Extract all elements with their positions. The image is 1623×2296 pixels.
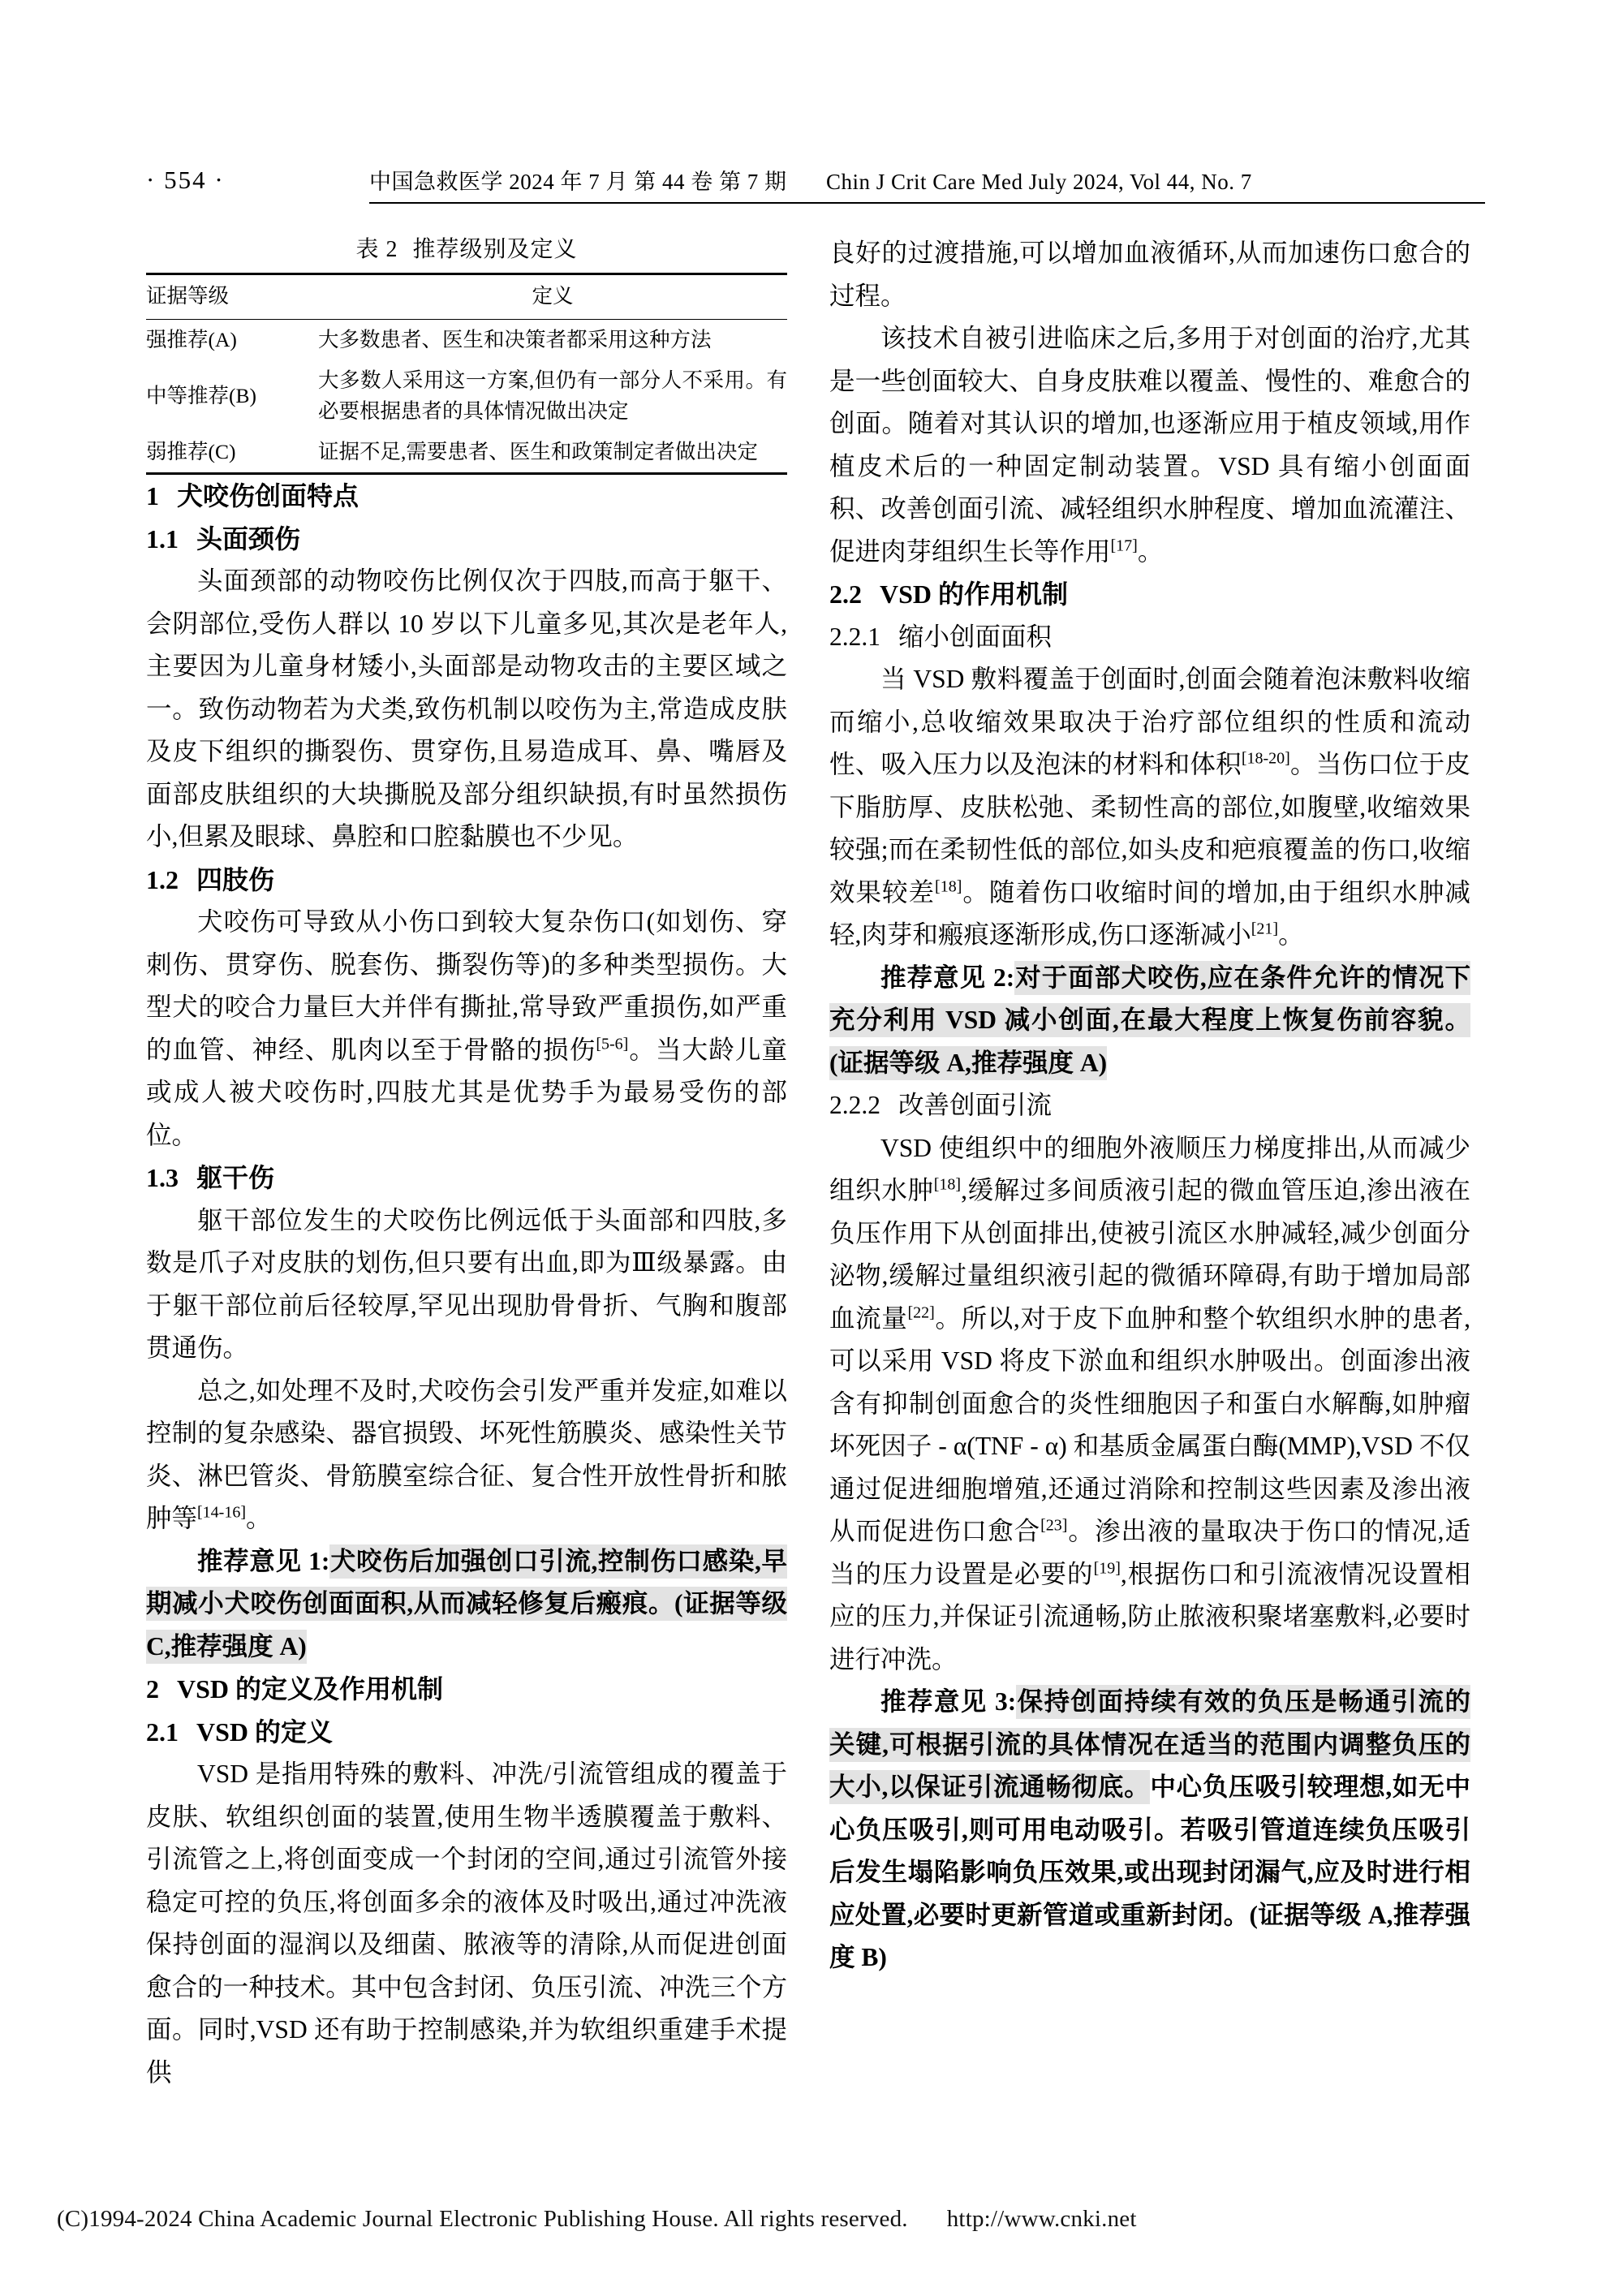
table-caption-number: 表 2	[355, 237, 398, 262]
paragraph-text: 。渗出液的量取决于伤口的情况,适当的压力设置是必要的	[829, 1517, 1470, 1588]
paragraph-text: ,根据伤口和引流液情况设置相应的压力,并保证引流通畅,防止脓液积聚堵塞敷料,必要时进行冲洗。	[829, 1559, 1470, 1674]
section-title: 犬咬伤创面特点	[177, 481, 359, 510]
section-heading-1-1	[146, 518, 787, 561]
journal-header-en: Chin J Crit Care Med July 2024, Vol 44, No. 7	[826, 170, 1252, 194]
section-title: 躯干伤	[196, 1163, 275, 1192]
recommendation-text: 对于面部犬咬伤,应在条件允许的情况下充分利用 VSD 减小创面,在最大程度上恢复伤前容貌。(证据等级 A,推荐强度 A)	[829, 961, 1470, 1080]
paragraph-text: ,缓解过多间质液引起的微血管压迫,渗出液在负压作用下从创面排出,使被引流区水肿减轻,减少创面分泌物,缓解过量组织液引起的微循环障碍,有助于增加局部血流量	[829, 1176, 1470, 1333]
section-heading-2-2-2	[829, 1084, 1470, 1127]
recommendation-text: 犬咬伤后加强创口引流,控制伤口感染,早期减小犬咬伤创面面积,从而减轻修复后瘢痕。(证据等级 C,推荐强度 A)	[146, 1544, 787, 1664]
section-heading-1-3	[146, 1157, 787, 1200]
table-2	[146, 232, 787, 475]
reference-marker: [14-16]	[197, 1503, 246, 1522]
recommendation-text-tail: 中心负压吸引较理想,如无中心负压吸引,则可用电动吸引。若吸引管道连续负压吸引后发生塌陷影响负压效果,或出现封闭漏气,应及时进行相应处置,必要时更新管道或重新封闭。(证据等级 A,推荐强度 B)	[829, 1773, 1470, 1971]
paragraph: VSD 是指用特殊的敷料、冲洗/引流管组成的覆盖于皮肤、软组织创面的装置,使用生物半透膜覆盖于敷料、引流管之上,将创面变成一个封闭的空间,通过引流管外接稳定可控的负压,将创面多余的液体及时吸出,通过冲洗液保持创面的湿润以及细菌、脓液等的清除,从而促进创面愈合的一种技术。其中包含封闭、负压引流、冲洗三个方面。同时,VSD 还有助于控制感染,并为软组织重建手术提供	[146, 1760, 787, 2087]
running-head	[146, 159, 1485, 206]
paragraph-text: 。随着伤口收缩时间的增加,由于组织水肿减轻,肉芽和瘢痕逐渐形成,伤口逐渐减小	[829, 877, 1470, 949]
recommendation-label: 推荐意见 2:	[880, 963, 1015, 992]
table-cell-grade: 强推荐(A)	[146, 328, 237, 351]
section-title: 头面颈伤	[196, 523, 301, 554]
footer-copyright	[57, 2206, 1574, 2233]
journal-header-cn: 中国急救医学 2024 年 7 月 第 44 卷 第 7 期	[369, 170, 787, 194]
paragraph: 头面颈部的动物咬伤比例仅次于四肢,而高于躯干、会阴部位,受伤人群以 10 岁以下儿童多见,其次是老年人,主要因为儿童身材矮小,头面部是动物攻击的主要区域之一。致伤动物若为犬类,致伤机制以咬伤为主,常造成皮肤及皮下组织的撕裂伤、贯穿伤,且易造成耳、鼻、嘴唇及面部皮肤组织的大块撕脱及部分组织缺损,有时虽然损伤小,但累及眼球、鼻腔和口腔黏膜也不少见。	[146, 566, 787, 851]
section-number: 2	[146, 1674, 159, 1704]
paragraph-text: 该技术自被引进临床之后,多用于对创面的治疗,尤其是一些创面较大、自身皮肤难以覆盖、慢性的、难愈合的创面。随着对其认识的增加,也逐渐应用于植皮领域,用作植皮术后的一种固定制动装置。VSD 具有缩小创面面积、改善创面引流、减轻组织水肿程度、增加血流灌注、促进肉芽组织生长等作用	[829, 324, 1470, 566]
paragraph-text: 犬咬伤可导致从小伤口到较大复杂伤口(如划伤、穿刺伤、贯穿伤、脱套伤、撕裂伤等)的多种类型损伤。大型犬的咬合力量巨大并伴有撕扯,常导致严重损伤,如严重的血管、神经、肌肉以至于骨骼的损伤	[146, 907, 787, 1064]
paragraph	[146, 1370, 787, 1540]
reference-marker: [17]	[1110, 536, 1138, 554]
section-title: 缩小创面面积	[898, 622, 1053, 651]
section-heading-2-2	[829, 573, 1470, 616]
table-cell-definition: 证据不足,需要患者、医生和政策制定者做出决定	[318, 440, 758, 463]
recommendation-label: 推荐意见 3:	[880, 1687, 1017, 1716]
left-column	[146, 232, 787, 2094]
recommendation-2	[829, 957, 1470, 1085]
paragraph	[829, 317, 1470, 573]
table-cell-definition: 大多数人采用这一方案,但仍有一部分人不采用。有必要根据患者的具体情况做出决定	[318, 368, 787, 423]
paragraph-text: 。当伤口位于皮下脂肪厚、皮肤松弛、柔韧性高的部位,如腹壁,收缩效果较强;而在柔韧性低的部位,如头皮和疤痕覆盖的伤口,收缩效果较差	[829, 750, 1470, 907]
paragraph-text: 。	[246, 1504, 272, 1532]
table-cell-definition: 大多数患者、医生和决策者都采用这种方法	[318, 328, 712, 351]
paragraph-text: 。	[1137, 536, 1164, 566]
section-number: 2.2.1	[829, 622, 880, 651]
reference-marker: [18-20]	[1241, 749, 1290, 768]
section-heading-1	[146, 475, 787, 518]
right-column	[829, 232, 1470, 1979]
paragraph-continuation: 良好的过渡措施,可以增加血液循环,从而加速伤口愈合的过程。	[829, 239, 1470, 310]
section-number: 1.3	[146, 1163, 179, 1192]
recommendation-3	[829, 1681, 1470, 1979]
cnki-url: http://www.cnki.net	[946, 2206, 1137, 2232]
reference-marker: [18]	[935, 877, 962, 895]
section-number: 1	[146, 481, 159, 510]
reference-marker: [22]	[907, 1303, 935, 1321]
section-number: 2.2	[829, 579, 862, 609]
journal-header	[369, 164, 1485, 204]
recommendation-text-highlighted: 保持创面持续有效的负压是畅通引流的关键,可根据引流的具体情况在适当的范围内调整负压的大小,以保证引流通畅彻底。	[829, 1685, 1470, 1804]
table-header-grade: 证据等级	[146, 284, 230, 308]
section-title: 改善创面引流	[898, 1091, 1053, 1119]
section-title: VSD 的定义	[196, 1717, 334, 1747]
paragraph-text: 。所以,对于皮下血肿和整个软组织水肿的患者,可以采用 VSD 将皮下淤血和组织水肿吸出。创面渗出液含有抑制创面愈合的炎性细胞因子和蛋白水解酶,如肿瘤坏死因子 - α(TNF - α) 和基质金属蛋白酶(MMP),VSD 不仅通过促进细胞增殖,还通过消除和控制这些因素及渗出液从而促进伤口愈合	[829, 1303, 1470, 1545]
section-heading-2-2-1	[829, 616, 1470, 659]
paragraph	[829, 658, 1470, 957]
table-row	[146, 432, 787, 474]
section-title: VSD 的作用机制	[880, 579, 1069, 609]
table-caption-title: 推荐级别及定义	[412, 237, 578, 262]
section-number: 2.1	[146, 1717, 179, 1747]
section-heading-1-2	[146, 859, 787, 902]
recommendation-1	[146, 1540, 787, 1669]
paragraph: 躯干部位发生的犬咬伤比例远低于头面部和四肢,多数是爪子对皮肤的划伤,但只要有出血,即为Ⅲ级暴露。由于躯干部位前后径较厚,罕见出现肋骨骨折、气胸和腹部贯通伤。	[146, 1205, 787, 1362]
paragraph-text: 。	[1278, 920, 1304, 949]
table-row	[146, 320, 787, 361]
table-cell-grade: 弱推荐(C)	[146, 440, 236, 463]
reference-marker: [23]	[1040, 1516, 1068, 1535]
page-number: · 554 ·	[146, 166, 225, 194]
table-cell-grade: 中等推荐(B)	[146, 384, 256, 407]
section-heading-2	[146, 1668, 787, 1711]
section-number: 1.1	[146, 523, 179, 554]
section-number: 2.2.2	[829, 1091, 880, 1119]
table-row	[146, 360, 787, 432]
reference-marker: [5-6]	[596, 1035, 629, 1053]
section-title: 四肢伤	[196, 864, 275, 894]
table-caption	[146, 232, 787, 268]
section-heading-2-1	[146, 1711, 787, 1754]
paragraph	[829, 1127, 1470, 1682]
table-header-definition: 定义	[532, 284, 574, 308]
paragraph	[146, 901, 787, 1157]
reference-marker: [21]	[1251, 920, 1279, 938]
section-title: VSD 的定义及作用机制	[177, 1674, 444, 1704]
paragraph-text: 。当大龄儿童或成人被犬咬伤时,四肢尤其是优势手为最易受伤的部位。	[146, 1035, 787, 1149]
paragraph-text: 总之,如处理不及时,犬咬伤会引发严重并发症,如难以控制的复杂感染、器官损毁、坏死性筋膜炎、感染性关节炎、淋巴管炎、骨筋膜室综合征、复合性开放性骨折和脓肿等	[146, 1376, 787, 1532]
copyright-text: (C)1994-2024 China Academic Journal Electronic Publishing House. All rights reserved.	[57, 2206, 908, 2232]
reference-marker: [19]	[1093, 1559, 1121, 1577]
section-number: 1.2	[146, 864, 179, 894]
recommendation-label: 推荐意见 1:	[197, 1546, 330, 1575]
paragraph-text: VSD 使组织中的细胞外液顺压力梯度排出,从而减少组织水肿	[829, 1133, 1470, 1204]
paragraph-text: 当 VSD 敷料覆盖于创面时,创面会随着泡沫敷料收缩而缩小,总收缩效果取决于治疗部位组织的性质和流动性、吸入压力以及泡沫的材料和体积	[829, 665, 1470, 778]
reference-marker: [18]	[933, 1175, 962, 1194]
